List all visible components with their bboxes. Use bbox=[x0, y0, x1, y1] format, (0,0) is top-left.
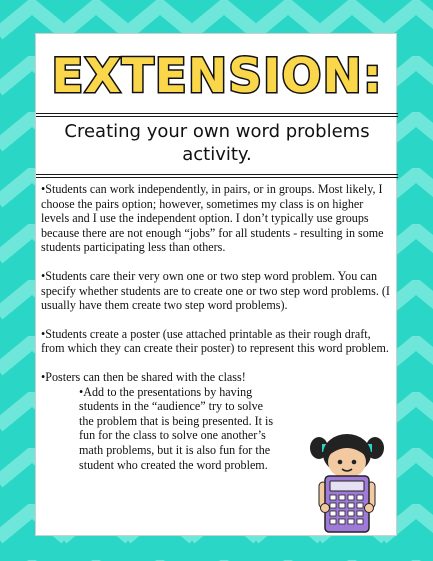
divider-bottom-2 bbox=[36, 177, 398, 178]
body-text bbox=[41, 182, 391, 472]
divider-bottom-1 bbox=[36, 174, 398, 175]
paragraph-poster: •Students create a poster (use attached printable as their rough draft, from which they can create their poster) to represent this word problem. bbox=[41, 326, 389, 356]
girl-with-calculator-icon bbox=[305, 430, 389, 534]
paragraph-create-problem: •Students care their very own one or two step word problem. You can specify whether students are to create one or two step word problems. (I usually have them create two step word problems). bbox=[41, 268, 390, 313]
page-title: EXTENSION: bbox=[51, 49, 383, 104]
divider-top-2 bbox=[36, 116, 398, 117]
paragraph-presentations: •Add to the presentations by having students in the “audience” try to solve the problem that is being presented. It is fun for the class to solve one another’s math problems, but it is also fun for the student who created the word problem. bbox=[79, 384, 274, 472]
page-subtitle: Creating your own word problems activity. bbox=[64, 121, 370, 165]
paragraph-share: •Posters can then be shared with the class! bbox=[41, 369, 246, 384]
title-banner bbox=[36, 38, 398, 108]
divider-top-1 bbox=[36, 113, 398, 114]
paragraph-grouping: •Students can work independently, in pairs, or in groups. Most likely, I choose the pairs option; however, sometimes my class is on higher levels and I use the independent option. I don’t typically use groups because there are not enough “jobs” for all students - resulting in some students participating less than others. bbox=[41, 182, 384, 255]
